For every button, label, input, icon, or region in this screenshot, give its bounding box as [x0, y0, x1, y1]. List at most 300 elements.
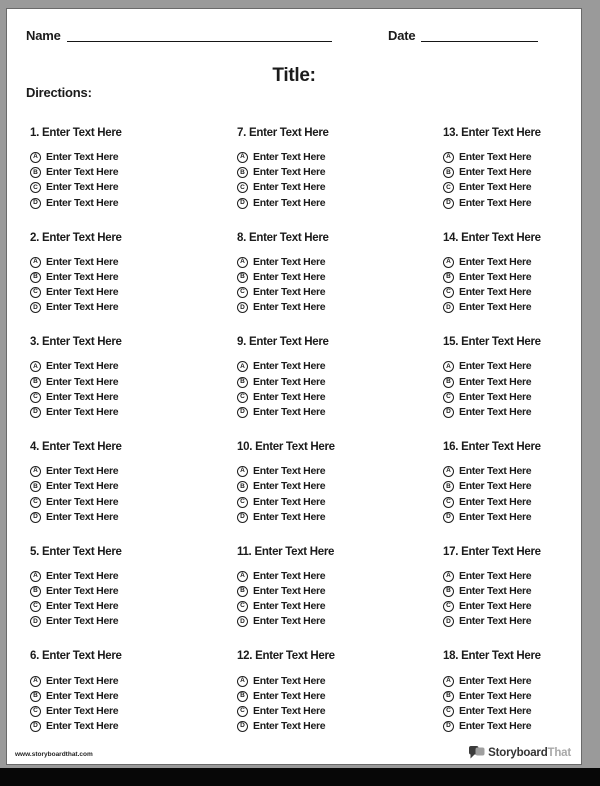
option-text: Enter Text Here — [459, 674, 532, 687]
option-letter-badge: C — [443, 706, 454, 717]
answer-option[interactable] — [443, 255, 600, 270]
answer-option[interactable] — [443, 375, 600, 390]
answer-option[interactable] — [30, 285, 225, 300]
answer-option[interactable] — [237, 673, 432, 688]
question-block — [30, 650, 225, 755]
question-block — [443, 650, 600, 755]
option-text: Enter Text Here — [46, 255, 119, 268]
answer-option[interactable] — [30, 390, 225, 405]
option-text: Enter Text Here — [46, 390, 119, 403]
option-letter-badge: C — [237, 706, 248, 717]
answer-options — [30, 150, 225, 211]
question-block — [443, 232, 600, 337]
answer-option[interactable] — [443, 719, 600, 734]
option-letter-badge: B — [443, 481, 454, 492]
option-text: Enter Text Here — [46, 270, 119, 283]
answer-options — [30, 464, 225, 525]
question-title[interactable] — [30, 441, 225, 453]
question-text: Enter Text Here — [255, 650, 335, 663]
question-title[interactable] — [237, 546, 432, 558]
option-text: Enter Text Here — [253, 600, 326, 613]
answer-option[interactable] — [30, 614, 225, 629]
option-text: Enter Text Here — [46, 151, 119, 164]
answer-option[interactable] — [443, 673, 600, 688]
option-letter-badge: D — [30, 407, 41, 418]
question-title[interactable] — [237, 232, 432, 244]
question-text: Enter Text Here — [42, 441, 122, 454]
answer-option[interactable] — [237, 599, 432, 614]
option-letter-badge: B — [30, 481, 41, 492]
question-number: 3. — [30, 336, 39, 349]
question-block — [443, 127, 600, 232]
option-text: Enter Text Here — [253, 480, 326, 493]
option-letter-badge: B — [30, 167, 41, 178]
questions-column-2 — [237, 127, 432, 755]
option-letter-badge: C — [443, 601, 454, 612]
answer-option[interactable] — [30, 196, 225, 211]
option-text: Enter Text Here — [46, 286, 119, 299]
question-number: 16. — [443, 441, 459, 454]
answer-option[interactable] — [30, 359, 225, 374]
question-text: Enter Text Here — [42, 336, 122, 349]
logo-text-primary: Storyboard — [488, 747, 548, 759]
answer-options — [237, 464, 432, 525]
answer-option[interactable] — [30, 150, 225, 165]
option-text: Enter Text Here — [253, 151, 326, 164]
question-block — [30, 232, 225, 337]
option-text: Enter Text Here — [46, 375, 119, 388]
answer-option[interactable] — [237, 255, 432, 270]
option-letter-badge: C — [443, 182, 454, 193]
option-text: Enter Text Here — [253, 510, 326, 523]
question-title[interactable] — [443, 441, 600, 453]
option-letter-badge: D — [237, 616, 248, 627]
option-text: Enter Text Here — [459, 465, 532, 478]
question-title[interactable] — [30, 650, 225, 662]
answer-option[interactable] — [237, 464, 432, 479]
option-letter-badge: B — [237, 377, 248, 388]
option-text: Enter Text Here — [253, 301, 326, 314]
option-text: Enter Text Here — [459, 151, 532, 164]
answer-option[interactable] — [443, 196, 600, 211]
option-letter-badge: A — [30, 257, 41, 268]
answer-option[interactable] — [30, 599, 225, 614]
question-title[interactable] — [30, 232, 225, 244]
question-title[interactable] — [443, 650, 600, 662]
option-text: Enter Text Here — [459, 480, 532, 493]
answer-option[interactable] — [30, 255, 225, 270]
question-block — [237, 232, 432, 337]
question-text: Enter Text Here — [461, 336, 541, 349]
answer-option[interactable] — [30, 689, 225, 704]
option-text: Enter Text Here — [46, 569, 119, 582]
option-text: Enter Text Here — [46, 196, 119, 209]
option-letter-badge: C — [237, 392, 248, 403]
option-text: Enter Text Here — [253, 615, 326, 628]
option-letter-badge: B — [30, 377, 41, 388]
answer-option[interactable] — [30, 300, 225, 315]
option-text: Enter Text Here — [459, 255, 532, 268]
answer-option[interactable] — [30, 510, 225, 525]
answer-options — [237, 255, 432, 316]
question-title[interactable] — [443, 336, 600, 348]
answer-option[interactable] — [443, 689, 600, 704]
question-block — [237, 336, 432, 441]
answer-option[interactable] — [443, 359, 600, 374]
answer-option[interactable] — [237, 569, 432, 584]
option-letter-badge: D — [443, 198, 454, 209]
answer-option[interactable] — [30, 165, 225, 180]
option-letter-badge: A — [237, 676, 248, 687]
option-letter-badge: B — [237, 691, 248, 702]
answer-options — [443, 255, 600, 316]
question-text: Enter Text Here — [42, 127, 122, 139]
date-field — [388, 29, 538, 42]
answer-option[interactable] — [443, 704, 600, 719]
option-text: Enter Text Here — [46, 181, 119, 194]
option-text: Enter Text Here — [253, 196, 326, 209]
answer-option[interactable] — [237, 359, 432, 374]
question-block — [237, 650, 432, 755]
question-block — [237, 127, 432, 232]
question-text: Enter Text Here — [254, 545, 335, 558]
answer-option[interactable] — [237, 479, 432, 494]
option-letter-badge: D — [443, 512, 454, 523]
answer-option[interactable] — [443, 165, 600, 180]
option-letter-badge: D — [237, 198, 248, 209]
answer-option[interactable] — [30, 719, 225, 734]
date-blank-line[interactable] — [421, 30, 538, 42]
question-number: 13. — [443, 127, 459, 139]
question-block — [237, 441, 432, 546]
answer-options — [30, 673, 225, 734]
option-text: Enter Text Here — [46, 495, 119, 508]
option-letter-badge: D — [443, 616, 454, 627]
option-letter-badge: D — [443, 302, 454, 313]
answer-option[interactable] — [443, 494, 600, 509]
option-text: Enter Text Here — [253, 674, 326, 687]
question-title[interactable] — [237, 650, 432, 662]
option-letter-badge: B — [443, 377, 454, 388]
option-text: Enter Text Here — [459, 569, 532, 582]
answer-option[interactable] — [443, 614, 600, 629]
question-block — [30, 336, 225, 441]
option-letter-badge: D — [30, 721, 41, 732]
answer-option[interactable] — [237, 300, 432, 315]
option-letter-badge: A — [443, 257, 454, 268]
answer-option[interactable] — [30, 479, 225, 494]
name-blank-line[interactable] — [67, 30, 332, 42]
answer-options — [30, 255, 225, 316]
question-title[interactable] — [237, 336, 432, 348]
option-letter-badge: C — [30, 392, 41, 403]
option-letter-badge: C — [443, 287, 454, 298]
question-number: 1. — [30, 127, 39, 139]
question-text: Enter Text Here — [461, 650, 541, 663]
option-text: Enter Text Here — [459, 375, 532, 388]
option-letter-badge: C — [30, 601, 41, 612]
question-title[interactable] — [237, 441, 432, 453]
question-number: 2. — [30, 231, 39, 244]
option-text: Enter Text Here — [459, 615, 532, 628]
option-letter-badge: A — [237, 152, 248, 163]
option-letter-badge: C — [237, 601, 248, 612]
question-title[interactable] — [30, 336, 225, 348]
answer-option[interactable] — [237, 689, 432, 704]
question-number: 6. — [30, 650, 39, 663]
option-text: Enter Text Here — [253, 569, 326, 582]
answer-option[interactable] — [443, 285, 600, 300]
option-letter-badge: D — [237, 407, 248, 418]
answer-option[interactable] — [237, 150, 432, 165]
question-text: Enter Text Here — [249, 231, 329, 244]
question-text: Enter Text Here — [249, 336, 329, 349]
option-text: Enter Text Here — [459, 166, 532, 179]
option-letter-badge: A — [30, 571, 41, 582]
option-text: Enter Text Here — [253, 585, 326, 598]
worksheet-page — [6, 8, 582, 765]
answer-options — [237, 569, 432, 630]
question-block — [30, 546, 225, 651]
question-title[interactable] — [443, 546, 600, 558]
option-text: Enter Text Here — [46, 720, 119, 733]
option-text: Enter Text Here — [253, 270, 326, 283]
answer-option[interactable] — [237, 584, 432, 599]
option-text: Enter Text Here — [46, 585, 119, 598]
question-block — [443, 546, 600, 651]
option-letter-badge: C — [443, 497, 454, 508]
option-letter-badge: B — [237, 167, 248, 178]
option-letter-badge: D — [30, 616, 41, 627]
answer-option[interactable] — [237, 285, 432, 300]
option-letter-badge: A — [237, 257, 248, 268]
question-title[interactable] — [443, 232, 600, 244]
question-number: 17. — [443, 545, 459, 558]
answer-option[interactable] — [30, 569, 225, 584]
option-text: Enter Text Here — [253, 181, 326, 194]
name-field — [26, 29, 332, 42]
option-text: Enter Text Here — [459, 585, 532, 598]
option-letter-badge: C — [237, 182, 248, 193]
name-label: Name — [26, 28, 61, 43]
option-letter-badge: A — [237, 571, 248, 582]
option-letter-badge: B — [443, 691, 454, 702]
option-letter-badge: B — [237, 586, 248, 597]
option-letter-badge: A — [443, 152, 454, 163]
option-text: Enter Text Here — [459, 406, 532, 419]
option-text: Enter Text Here — [253, 704, 326, 717]
answer-option[interactable] — [443, 180, 600, 195]
answer-option[interactable] — [443, 599, 600, 614]
option-letter-badge: A — [443, 571, 454, 582]
option-text: Enter Text Here — [459, 495, 532, 508]
option-text: Enter Text Here — [253, 390, 326, 403]
option-letter-badge: B — [443, 586, 454, 597]
question-text: Enter Text Here — [249, 127, 329, 139]
answer-option[interactable] — [30, 180, 225, 195]
option-text: Enter Text Here — [459, 510, 532, 523]
answer-option[interactable] — [30, 494, 225, 509]
answer-options — [443, 673, 600, 734]
directions-label[interactable]: Directions: — [26, 85, 92, 100]
answer-options — [443, 359, 600, 420]
option-letter-badge: D — [237, 512, 248, 523]
answer-option[interactable] — [443, 510, 600, 525]
question-number: 9. — [237, 336, 246, 349]
answer-option[interactable] — [237, 510, 432, 525]
bottom-black-bar — [0, 768, 600, 786]
answer-option[interactable] — [443, 479, 600, 494]
option-text: Enter Text Here — [46, 510, 119, 523]
question-title[interactable] — [443, 127, 600, 139]
answer-option[interactable] — [30, 405, 225, 420]
answer-option[interactable] — [30, 704, 225, 719]
answer-option[interactable] — [237, 614, 432, 629]
option-letter-badge: B — [443, 272, 454, 283]
option-letter-badge: A — [30, 466, 41, 477]
question-title[interactable] — [237, 127, 432, 139]
answer-option[interactable] — [237, 390, 432, 405]
option-text: Enter Text Here — [46, 406, 119, 419]
answer-options — [237, 150, 432, 211]
answer-option[interactable] — [30, 375, 225, 390]
question-text: Enter Text Here — [42, 650, 122, 663]
option-letter-badge: A — [30, 361, 41, 372]
option-letter-badge: B — [237, 272, 248, 283]
option-letter-badge: C — [237, 287, 248, 298]
option-letter-badge: C — [30, 287, 41, 298]
answer-options — [30, 569, 225, 630]
option-text: Enter Text Here — [459, 196, 532, 209]
logo-text-secondary: That — [547, 747, 571, 759]
option-text: Enter Text Here — [253, 495, 326, 508]
option-text: Enter Text Here — [253, 720, 326, 733]
answer-option[interactable] — [30, 270, 225, 285]
question-number: 5. — [30, 545, 39, 558]
answer-option[interactable] — [30, 584, 225, 599]
option-text: Enter Text Here — [253, 375, 326, 388]
option-letter-badge: A — [443, 466, 454, 477]
question-block — [237, 546, 432, 651]
option-letter-badge: A — [443, 676, 454, 687]
website-url: www.storyboardthat.com — [15, 751, 93, 758]
option-text: Enter Text Here — [253, 465, 326, 478]
speech-bubbles-icon — [469, 746, 485, 760]
option-letter-badge: B — [443, 167, 454, 178]
answer-option[interactable] — [443, 405, 600, 420]
answer-option[interactable] — [237, 196, 432, 211]
option-letter-badge: C — [30, 706, 41, 717]
option-text: Enter Text Here — [46, 689, 119, 702]
option-text: Enter Text Here — [46, 704, 119, 717]
answer-option[interactable] — [443, 270, 600, 285]
question-title[interactable] — [30, 546, 225, 558]
answer-options — [443, 150, 600, 211]
answer-option[interactable] — [443, 464, 600, 479]
questions-column-1 — [30, 127, 225, 755]
question-title[interactable] — [30, 127, 225, 139]
option-text: Enter Text Here — [459, 720, 532, 733]
answer-option[interactable] — [237, 494, 432, 509]
option-text: Enter Text Here — [459, 360, 532, 373]
option-letter-badge: A — [443, 361, 454, 372]
option-text: Enter Text Here — [46, 480, 119, 493]
answer-option[interactable] — [237, 165, 432, 180]
answer-option[interactable] — [237, 375, 432, 390]
answer-options — [30, 359, 225, 420]
answer-option[interactable] — [443, 569, 600, 584]
title-label[interactable]: Title: — [272, 65, 316, 86]
option-letter-badge: A — [237, 361, 248, 372]
answer-option[interactable] — [237, 704, 432, 719]
question-number: 11. — [237, 545, 252, 558]
storyboardthat-logo — [469, 745, 571, 761]
answer-option[interactable] — [443, 584, 600, 599]
question-text: Enter Text Here — [461, 441, 541, 454]
answer-option[interactable] — [30, 464, 225, 479]
question-block — [30, 441, 225, 546]
answer-option[interactable] — [30, 673, 225, 688]
option-text: Enter Text Here — [46, 360, 119, 373]
question-block — [443, 441, 600, 546]
option-text: Enter Text Here — [459, 286, 532, 299]
option-letter-badge: D — [237, 302, 248, 313]
option-text: Enter Text Here — [253, 255, 326, 268]
answer-option[interactable] — [443, 300, 600, 315]
option-text: Enter Text Here — [459, 600, 532, 613]
questions-column-3 — [443, 127, 600, 755]
question-text: Enter Text Here — [42, 231, 122, 244]
option-text: Enter Text Here — [459, 390, 532, 403]
question-block — [443, 336, 600, 441]
option-text: Enter Text Here — [459, 301, 532, 314]
answer-option[interactable] — [237, 270, 432, 285]
answer-option[interactable] — [237, 719, 432, 734]
question-text: Enter Text Here — [42, 545, 122, 558]
answer-options — [237, 673, 432, 734]
question-text: Enter Text Here — [255, 441, 335, 454]
option-letter-badge: D — [443, 407, 454, 418]
question-number: 18. — [443, 650, 459, 663]
question-block — [30, 127, 225, 232]
answer-options — [443, 464, 600, 525]
option-letter-badge: A — [237, 466, 248, 477]
option-text: Enter Text Here — [46, 600, 119, 613]
option-text: Enter Text Here — [459, 270, 532, 283]
question-number: 15. — [443, 336, 459, 349]
option-letter-badge: C — [30, 497, 41, 508]
option-text: Enter Text Here — [459, 704, 532, 717]
answer-options — [443, 569, 600, 630]
answer-option[interactable] — [237, 405, 432, 420]
option-letter-badge: A — [30, 676, 41, 687]
question-text: Enter Text Here — [461, 545, 541, 558]
answer-option[interactable] — [443, 150, 600, 165]
option-letter-badge: B — [30, 586, 41, 597]
option-text: Enter Text Here — [46, 674, 119, 687]
question-number: 10. — [237, 441, 253, 454]
option-text: Enter Text Here — [253, 360, 326, 373]
option-text: Enter Text Here — [459, 689, 532, 702]
option-letter-badge: B — [237, 481, 248, 492]
option-text: Enter Text Here — [253, 166, 326, 179]
answer-option[interactable] — [443, 390, 600, 405]
date-label: Date — [388, 28, 416, 43]
answer-option[interactable] — [237, 180, 432, 195]
option-letter-badge: D — [237, 721, 248, 732]
question-number: 4. — [30, 441, 39, 454]
option-letter-badge: C — [30, 182, 41, 193]
